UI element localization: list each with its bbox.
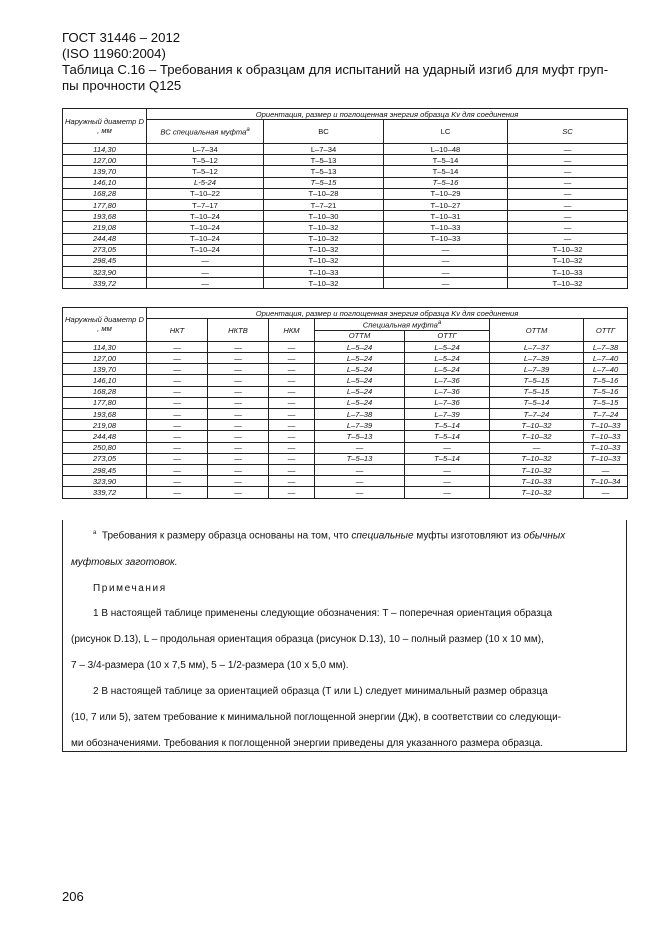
table-cell: T–10–32 xyxy=(264,244,384,255)
table-row xyxy=(63,487,628,498)
table-notes xyxy=(62,520,627,752)
diameter-cell: 146,10 xyxy=(63,375,147,386)
table-cell: L–5–24 xyxy=(315,397,405,408)
col-ottg: ОТТГ xyxy=(584,319,628,342)
table-cell: — xyxy=(384,267,508,278)
table-cell: — xyxy=(147,375,208,386)
notes-title: Примечания xyxy=(93,583,167,594)
table-cell: — xyxy=(508,155,628,166)
table-cell: T–10–33 xyxy=(584,431,628,442)
table-cell: L–5–24 xyxy=(315,386,405,397)
table-cell: — xyxy=(508,177,628,188)
table-cell: L–7–36 xyxy=(405,386,490,397)
table-cell: — xyxy=(269,420,315,431)
table-cell: — xyxy=(384,244,508,255)
table-cell: — xyxy=(147,453,208,464)
table-cell: — xyxy=(405,442,490,453)
table-cell: T–5–13 xyxy=(264,155,384,166)
table-cell: — xyxy=(147,397,208,408)
table-cell: T–5–14 xyxy=(405,420,490,431)
table-cell: — xyxy=(147,386,208,397)
table-cell: T–10–33 xyxy=(584,453,628,464)
diameter-cell: 193,68 xyxy=(63,409,147,420)
table-cell: — xyxy=(147,476,208,487)
col-nktv: НКТВ xyxy=(208,319,269,342)
table-cell: L–7–36 xyxy=(405,397,490,408)
table-cell: — xyxy=(384,278,508,289)
diameter-cell: 298,45 xyxy=(63,255,147,266)
special-coupling-header: Специальная муфта$^a$ xyxy=(315,319,490,331)
table-cell: — xyxy=(315,464,405,475)
table-cell: — xyxy=(269,442,315,453)
table-cell: — xyxy=(147,431,208,442)
table-cell: — xyxy=(208,420,269,431)
note1-line1: 1 В настоящей таблице применены следующие обозначения: T – поперечная ориентация образца xyxy=(93,608,553,619)
table-cell: — xyxy=(269,353,315,364)
diameter-cell: 168,28 xyxy=(63,188,147,199)
col-sc: SC xyxy=(508,120,628,144)
table-cell: T–10–24 xyxy=(147,211,264,222)
table-cell: T–5–15 xyxy=(584,397,628,408)
table-cell: — xyxy=(315,442,405,453)
table-cell: — xyxy=(208,409,269,420)
table-cell: L–7–40 xyxy=(584,353,628,364)
table-cell: T–5–16 xyxy=(384,177,508,188)
table-cell: T–10–29 xyxy=(384,188,508,199)
col-lc: LC xyxy=(384,120,508,144)
table-cell: — xyxy=(269,375,315,386)
table-cell: L–7–38 xyxy=(315,409,405,420)
table-row xyxy=(63,211,628,222)
diameter-cell: 139,70 xyxy=(63,364,147,375)
table-cell: — xyxy=(584,464,628,475)
table-row xyxy=(63,267,628,278)
table-cell: — xyxy=(508,199,628,210)
table-cell: — xyxy=(508,211,628,222)
table-row xyxy=(63,476,628,487)
table-cell: T–5–15 xyxy=(264,177,384,188)
table-cell: T–5–14 xyxy=(490,397,584,408)
table-cell: — xyxy=(269,409,315,420)
table-cell: T–7–17 xyxy=(147,199,264,210)
table-cell: — xyxy=(269,386,315,397)
table-row xyxy=(63,431,628,442)
table-row xyxy=(63,453,628,464)
table-cell: L–7–34 xyxy=(264,144,384,155)
table-row xyxy=(63,420,628,431)
table-cell: L–7–37 xyxy=(490,341,584,352)
table-cell: T–10–32 xyxy=(264,278,384,289)
table-cell: T–10–33 xyxy=(508,267,628,278)
diameter-cell: 273,05 xyxy=(63,453,147,464)
table-row xyxy=(63,244,628,255)
table-cell: — xyxy=(384,255,508,266)
table-cell: — xyxy=(208,442,269,453)
table-cell: T–10–32 xyxy=(508,255,628,266)
diameter-cell: 177,80 xyxy=(63,199,147,210)
table-cell: L–7–34 xyxy=(147,144,264,155)
col-bc: BC xyxy=(264,120,384,144)
table-row xyxy=(63,386,628,397)
diameter-cell: 177,80 xyxy=(63,397,147,408)
table-row xyxy=(63,464,628,475)
table-cell: T–5–14 xyxy=(384,166,508,177)
diameter-header: Наружный диаметр D , мм xyxy=(63,109,147,144)
table-cell: — xyxy=(208,341,269,352)
table-cell: T–7–24 xyxy=(490,409,584,420)
table-cell: T–10–32 xyxy=(490,487,584,498)
table-cell: L–7–40 xyxy=(584,364,628,375)
table-cell: — xyxy=(269,397,315,408)
footnote-line2: муфтовых заготовок. xyxy=(71,557,178,568)
table-cell: T–10–33 xyxy=(490,476,584,487)
table-cell: — xyxy=(405,487,490,498)
table-cell: — xyxy=(208,453,269,464)
standard-number: ГОСТ 31446 – 2012 xyxy=(62,30,181,45)
table-cell: T–5–12 xyxy=(147,166,264,177)
table-cell: — xyxy=(208,353,269,364)
table-cell: T–10–32 xyxy=(264,233,384,244)
table-cell: T–5–12 xyxy=(147,155,264,166)
table-row xyxy=(63,255,628,266)
diameter-cell: 114,30 xyxy=(63,144,147,155)
table-cell: L–7–36 xyxy=(405,375,490,386)
table-cell: — xyxy=(315,476,405,487)
table-cell: — xyxy=(208,397,269,408)
table-cell: — xyxy=(269,476,315,487)
table-cell: — xyxy=(147,341,208,352)
table-cell: L–5–24 xyxy=(315,364,405,375)
table-cell: — xyxy=(490,442,584,453)
col-nkt: НКТ xyxy=(147,319,208,342)
table-cell: T–5–14 xyxy=(405,453,490,464)
table-cell: T–10–32 xyxy=(490,464,584,475)
table-cell: — xyxy=(584,487,628,498)
table-cell: — xyxy=(208,364,269,375)
diameter-cell: 219,08 xyxy=(63,420,147,431)
table-cell: — xyxy=(147,420,208,431)
table-cell: — xyxy=(147,255,264,266)
table-cell: T–10–22 xyxy=(147,188,264,199)
table-cell: T–10–33 xyxy=(584,442,628,453)
diameter-header: Наружный диаметр D , мм xyxy=(63,308,147,342)
table-row xyxy=(63,177,628,188)
table-cell: T–10–33 xyxy=(264,267,384,278)
table-cell: L–5–24 xyxy=(405,353,490,364)
table-cell: T–10–31 xyxy=(384,211,508,222)
table-cell: — xyxy=(269,364,315,375)
table-cell: — xyxy=(208,431,269,442)
col-ottm: ОТТМ xyxy=(490,319,584,342)
table-requirements-part1 xyxy=(62,108,628,289)
table-cell: L–5–24 xyxy=(315,353,405,364)
table-cell: T–5–13 xyxy=(315,431,405,442)
group-header: Ориентация, размер и поглощенная энергия образца Kv для соединения xyxy=(147,308,628,319)
table-cell: — xyxy=(208,476,269,487)
table-row xyxy=(63,155,628,166)
diameter-cell: 146,10 xyxy=(63,177,147,188)
table-cell: T–10–30 xyxy=(264,211,384,222)
document-header xyxy=(62,30,622,94)
table-cell: — xyxy=(147,487,208,498)
table-row xyxy=(63,222,628,233)
col-ottg-special: ОТТГ xyxy=(405,330,490,341)
table-cell: — xyxy=(508,188,628,199)
table-row xyxy=(63,144,628,155)
table-cell: T–10–32 xyxy=(490,420,584,431)
table-cell: T–10–27 xyxy=(384,199,508,210)
table-row xyxy=(63,375,628,386)
table-cell: T–10–24 xyxy=(147,244,264,255)
diameter-cell: 127,00 xyxy=(63,353,147,364)
diameter-cell: 339,72 xyxy=(63,278,147,289)
table-row xyxy=(63,353,628,364)
table-cell: T–10–24 xyxy=(147,222,264,233)
page-number: 206 xyxy=(62,889,84,904)
table-caption-line1: Таблица С.16 – Требования к образцам для испытаний на ударный изгиб для муфт груп- xyxy=(62,62,609,77)
table-cell: L–7–39 xyxy=(405,409,490,420)
table-cell: T–10–32 xyxy=(490,431,584,442)
col-nkm: НКМ xyxy=(269,319,315,342)
table-cell: T–10–32 xyxy=(264,255,384,266)
diameter-cell: 193,68 xyxy=(63,211,147,222)
table-cell: — xyxy=(508,233,628,244)
table-cell: L–5–24 xyxy=(405,364,490,375)
table-row xyxy=(63,166,628,177)
group-header: Ориентация, размер и поглощенная энергия образца Kv для соединения xyxy=(147,109,628,120)
note1-line3: 7 – 3/4-размера (10 x 7,5 мм), 5 – 1/2-размера (10 x 5,0 мм). xyxy=(71,660,349,671)
table-cell: L–5–24 xyxy=(315,375,405,386)
table-cell: T–10–28 xyxy=(264,188,384,199)
table-cell: T–10–33 xyxy=(584,420,628,431)
col-bc-special: ВС специальная муфта$^a$ xyxy=(147,120,264,144)
table-cell: T–5–14 xyxy=(384,155,508,166)
table-cell: T–10–32 xyxy=(508,278,628,289)
iso-reference: (ISO 11960:2004) xyxy=(62,46,166,61)
table-cell: — xyxy=(269,431,315,442)
table-cell: L–5–24 xyxy=(405,341,490,352)
table-cell: — xyxy=(405,476,490,487)
table-row xyxy=(63,199,628,210)
diameter-cell: 323,90 xyxy=(63,476,147,487)
note2-line3: ми обозначениями. Требования к поглощенной энергии приведены для указанного размера образца. xyxy=(71,738,544,749)
table-cell: — xyxy=(208,487,269,498)
table-cell: T–7–21 xyxy=(264,199,384,210)
note2-line1: 2 В настоящей таблице за ориентацией образца (T или L) следует минимальный размер образца xyxy=(93,686,548,697)
table-cell: — xyxy=(269,453,315,464)
table-cell: L–5–24 xyxy=(315,341,405,352)
table-row xyxy=(63,188,628,199)
table-cell: T–10–34 xyxy=(584,476,628,487)
diameter-cell: 250,80 xyxy=(63,442,147,453)
diameter-cell: 127,00 xyxy=(63,155,147,166)
table-cell: — xyxy=(147,278,264,289)
table-cell: — xyxy=(405,464,490,475)
diameter-cell: 298,45 xyxy=(63,464,147,475)
table-cell: — xyxy=(147,409,208,420)
table-cell: — xyxy=(315,487,405,498)
table-caption-line2: пы прочности Q125 xyxy=(62,78,182,93)
table-row xyxy=(63,278,628,289)
table-cell: T–10–24 xyxy=(147,233,264,244)
table-cell: T–5–13 xyxy=(315,453,405,464)
table-cell: — xyxy=(208,464,269,475)
diameter-cell: 244,48 xyxy=(63,233,147,244)
diameter-cell: 339,72 xyxy=(63,487,147,498)
table-cell: — xyxy=(269,341,315,352)
table-cell: L–7–39 xyxy=(315,420,405,431)
table-cell: T–5–16 xyxy=(584,386,628,397)
table-row xyxy=(63,409,628,420)
note1-line2: (рисунок D.13), L – продольная ориентация образца (рисунок D.13), 10 – полный размер (10 x 10 мм), xyxy=(71,634,544,645)
table-cell: T–10–33 xyxy=(384,222,508,233)
table-row xyxy=(63,341,628,352)
table-row xyxy=(63,442,628,453)
diameter-cell: 114,30 xyxy=(63,341,147,352)
table-cell: — xyxy=(208,386,269,397)
table-cell: — xyxy=(147,353,208,364)
diameter-cell: 273,05 xyxy=(63,244,147,255)
table-cell: T–10–33 xyxy=(384,233,508,244)
diameter-cell: 139,70 xyxy=(63,166,147,177)
table-cell: T–5–16 xyxy=(584,375,628,386)
table-row xyxy=(63,233,628,244)
note2-line2: (10, 7 или 5), затем требование к минимальной поглощенной энергии (Дж), в соответствии со следующи- xyxy=(71,712,562,723)
table-cell: L–10–48 xyxy=(384,144,508,155)
table-cell: — xyxy=(147,267,264,278)
table-cell: — xyxy=(269,464,315,475)
table-cell: — xyxy=(208,375,269,386)
table-cell: T–5–15 xyxy=(490,375,584,386)
table-cell: — xyxy=(269,487,315,498)
table-cell: — xyxy=(508,166,628,177)
footnote-line1: $^a$ Требования к размеру образца основаны на том, что специальные муфты изготовляют из обычных xyxy=(93,530,566,542)
table-row xyxy=(63,397,628,408)
table-cell: — xyxy=(147,364,208,375)
table-cell: — xyxy=(508,144,628,155)
table-cell: T–10–32 xyxy=(490,453,584,464)
table-cell: L–7–38 xyxy=(584,341,628,352)
col-ottm-special: ОТТМ xyxy=(315,330,405,341)
diameter-cell: 219,08 xyxy=(63,222,147,233)
table-cell: — xyxy=(147,464,208,475)
table-cell: T–5–13 xyxy=(264,166,384,177)
diameter-cell: 323,90 xyxy=(63,267,147,278)
table-cell: L–7–39 xyxy=(490,353,584,364)
table-cell: L–7–39 xyxy=(490,364,584,375)
table-cell: — xyxy=(147,442,208,453)
table-cell: L-5-24 xyxy=(147,177,264,188)
table-cell: T–5–14 xyxy=(405,431,490,442)
table-cell: T–5–15 xyxy=(490,386,584,397)
diameter-cell: 168,28 xyxy=(63,386,147,397)
diameter-cell: 244,48 xyxy=(63,431,147,442)
table-cell: T–10–32 xyxy=(264,222,384,233)
table-cell: — xyxy=(508,222,628,233)
table-row xyxy=(63,364,628,375)
table-cell: T–10–32 xyxy=(508,244,628,255)
table-cell: T–7–24 xyxy=(584,409,628,420)
table-requirements-part2 xyxy=(62,307,628,499)
